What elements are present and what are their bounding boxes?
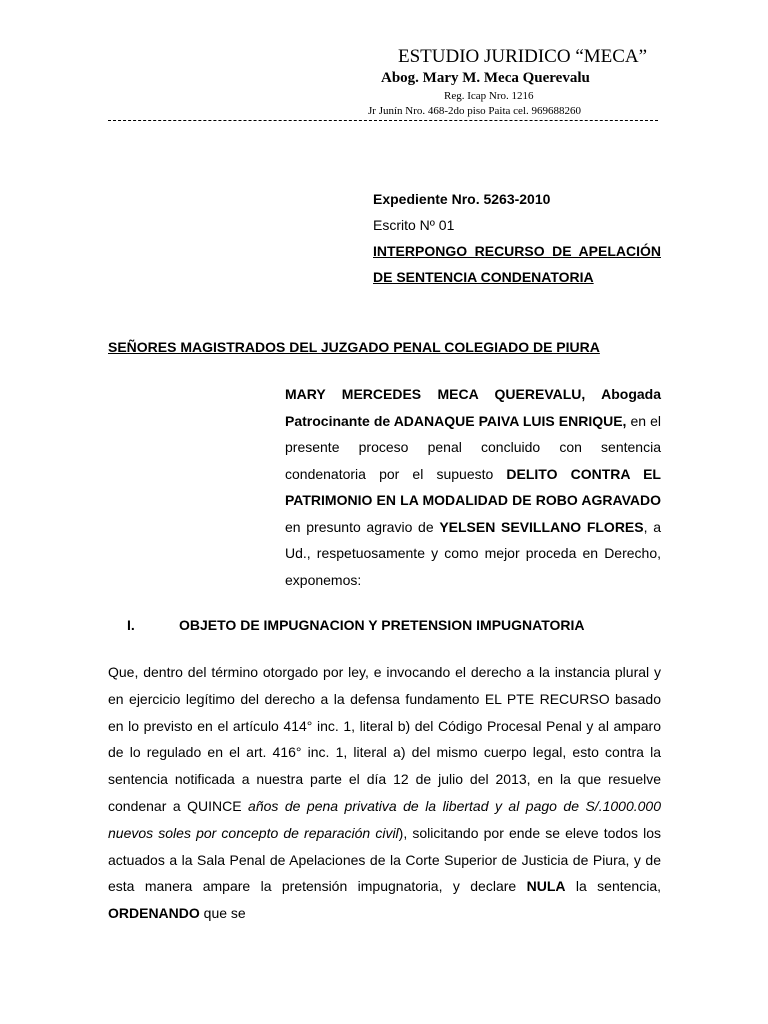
intro-text: , a Ud., respetuosamente y como mejor proceda en Derecho, exponemos: [285,518,661,588]
intro-crime: DELITO CONTRA EL PATRIMONIO EN LA MODALIDAD DE ROBO AGRAVADO [285,465,661,508]
section-title: OBJETO DE IMPUGNACION Y PRETENSION IMPUGNATORIA [179,617,585,633]
intro-appellant: MARY MERCEDES MECA QUEREVALU, Abogada Patrocinante de ADANAQUE PAIVA LUIS ENRIQUE, [285,386,661,429]
filing-subject: INTERPONGO RECURSO DE APELACIÓN DE SENTENCIA CONDENATORIA [373,243,661,285]
letterhead-divider [108,120,658,121]
lawyer-name: Abog. Mary M. Meca Querevalu [381,70,590,86]
body-text: Que, dentro del término otorgado por ley, e invocando el derecho a la instancia plural y en ejercicio legítimo del derecho a la defensa fundamento EL PTE RECURSO basado en lo previsto en el artículo 414° inc. 1, literal b) del Código Procesal Penal y al amparo de lo regulado en el art. 416° inc. 1, literal a) del mismo cuerpo legal, esto contra la sentencia notificada a nuestra parte el día 12 de julio del 2013, en la que resuelve condenar a QUINCE [108,664,661,814]
intro-paragraph [285,381,661,593]
registration-number: Reg. Icap Nro. 1216 [444,90,534,102]
body-nula: NULA [526,878,566,895]
body-paragraph [108,659,661,927]
body-text: ), solicitando por ende se eleve todos los actuados a la Sala Penal de Apelaciones de la Corte Superior de Justicia de Piura, y de esta manera ampare la pretensión impugnatoria, y declare [108,824,661,895]
intro-text: en presunto agravio de [285,518,440,535]
body-sentence-terms: años de pena privativa de la libertad y al pago de S/.1000.000 nuevos soles por concepto de reparación civil [108,797,661,841]
section-number: I. [127,617,135,633]
intro-victim: YELSEN SEVILLANO FLORES [439,518,644,535]
case-number: Expediente Nro. 5263-2010 [373,191,551,207]
intro-text: en el presente proceso penal concluido con sentencia condenatoria por el supuesto [285,412,661,482]
filing-number: Escrito Nº 01 [373,217,455,233]
firm-name: ESTUDIO JURIDICO “MECA” [398,46,648,67]
body-text: que se [199,905,246,922]
body-ordenando: ORDENANDO [108,905,200,922]
body-text: la sentencia, [565,878,661,895]
addressee: SEÑORES MAGISTRADOS DEL JUZGADO PENAL COLEGIADO DE PIURA [108,339,600,355]
address-line: Jr Junín Nro. 468-2do piso Paita cel. 969688260 [368,105,581,117]
